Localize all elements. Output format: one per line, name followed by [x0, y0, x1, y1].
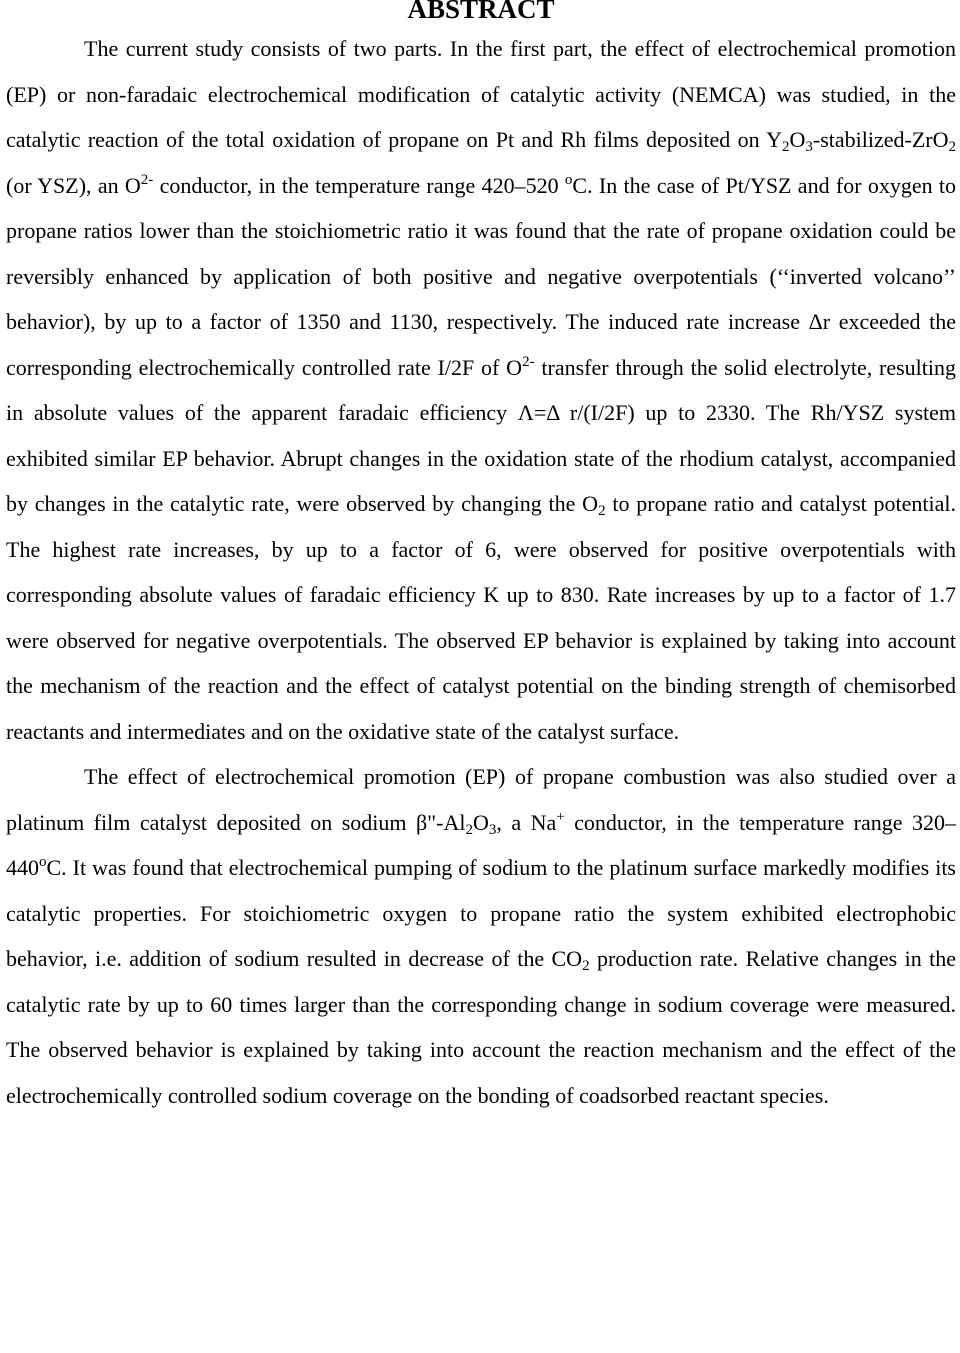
- document-page: [6, 0, 956, 1118]
- text-run: O: [472, 809, 489, 835]
- text-run: The current study consists of two parts. In the first part, the effect of electrochemical promotion (EP) or non-faradaic electrochemical modification of catalytic activity (NEMCA) was studied, in the catalytic reaction of the total oxidation of propane on Pt and Rh films deposited on Y: [6, 36, 956, 152]
- text-run: C. In the case of Pt/YSZ and for oxygen to propane ratios lower than the stoichiometric ratio it was found that the rate of propane oxidation could be reversibly enhanced by application of both positive and negative overpotentials (‘‘inverted volcano’’ behavior), by up to a factor of 1350 and 1130, respectively. The induced rate increase Δr exceeded the corresponding electrochemically controlled rate I/2F of O: [6, 172, 957, 380]
- text-run: (or YSZ), an O: [6, 172, 141, 198]
- text-run: The effect of electrochemical promotion (EP) of propane combustion was also studied over a platinum film catalyst deposited on sodium β"-Al: [6, 764, 956, 835]
- text-run: O: [789, 127, 806, 152]
- subscript: 2: [782, 139, 790, 155]
- text-run: transfer through the solid electrolyte, resulting in absolute values of the apparent faradaic efficiency Λ=Δ r/(I/2F) up to 2330. The Rh/YSZ system exhibited similar EP behavior. Abrupt changes in the oxidation state of the rhodium catalyst, accompanied by changes in the catalytic rate, were observed by changing the O: [6, 354, 956, 516]
- text-run: to propane ratio and catalyst potential. The highest rate increases, by up to a factor of 6, were observed for positive overpotentials with corresponding absolute values of faradaic efficiency Κ up to 830. Rate increases by up to a factor of 1.7 were observed for negative overpotentials. The observed EP behavior is explained by taking into account the mechanism of the reaction and the effect of catalyst potential on the binding strength of chemisorbed reactants and intermediates and on the oxidative state of the catalyst surface.: [6, 491, 957, 744]
- text-run: , a Na: [496, 809, 557, 835]
- subscript: 2: [948, 139, 956, 155]
- text-run: production rate. Relative changes in the catalytic rate by up to 60 times larger than the corresponding change in sodium coverage were measured. The observed behavior is explained by taking into account the reaction mechanism and the effect of the electrochemically controlled sodium coverage on the bonding of coadsorbed reactant species.: [6, 946, 956, 1108]
- text-run: conductor, in the temperature range 320–440: [6, 809, 956, 880]
- subscript: 2: [465, 821, 473, 838]
- text-run: -stabilized-ZrO: [812, 127, 949, 152]
- text-run: conductor, in the temperature range 420–520: [153, 172, 565, 198]
- subscript: 3: [488, 821, 497, 838]
- text-run: C. It was found that electrochemical pumping of sodium to the platinum surface markedly modifies its catalytic properties. For stoichiometric oxygen to propane ratio the system exhibited electrophobic behavior, i.e. addition of sodium resulted in decrease of the CO: [6, 855, 956, 971]
- abstract-paragraph-2: [6, 754, 956, 1118]
- abstract-paragraph-1: [6, 26, 956, 754]
- subscript: 2: [598, 503, 606, 519]
- superscript: 2-: [140, 171, 154, 188]
- superscript: 2-: [522, 353, 535, 370]
- superscript: +: [556, 808, 565, 825]
- superscript: o: [564, 171, 573, 188]
- subscript: 2: [582, 958, 590, 974]
- subscript: 3: [805, 139, 813, 155]
- abstract-heading: ABSTRACT: [407, 0, 555, 24]
- superscript: o: [39, 854, 47, 870]
